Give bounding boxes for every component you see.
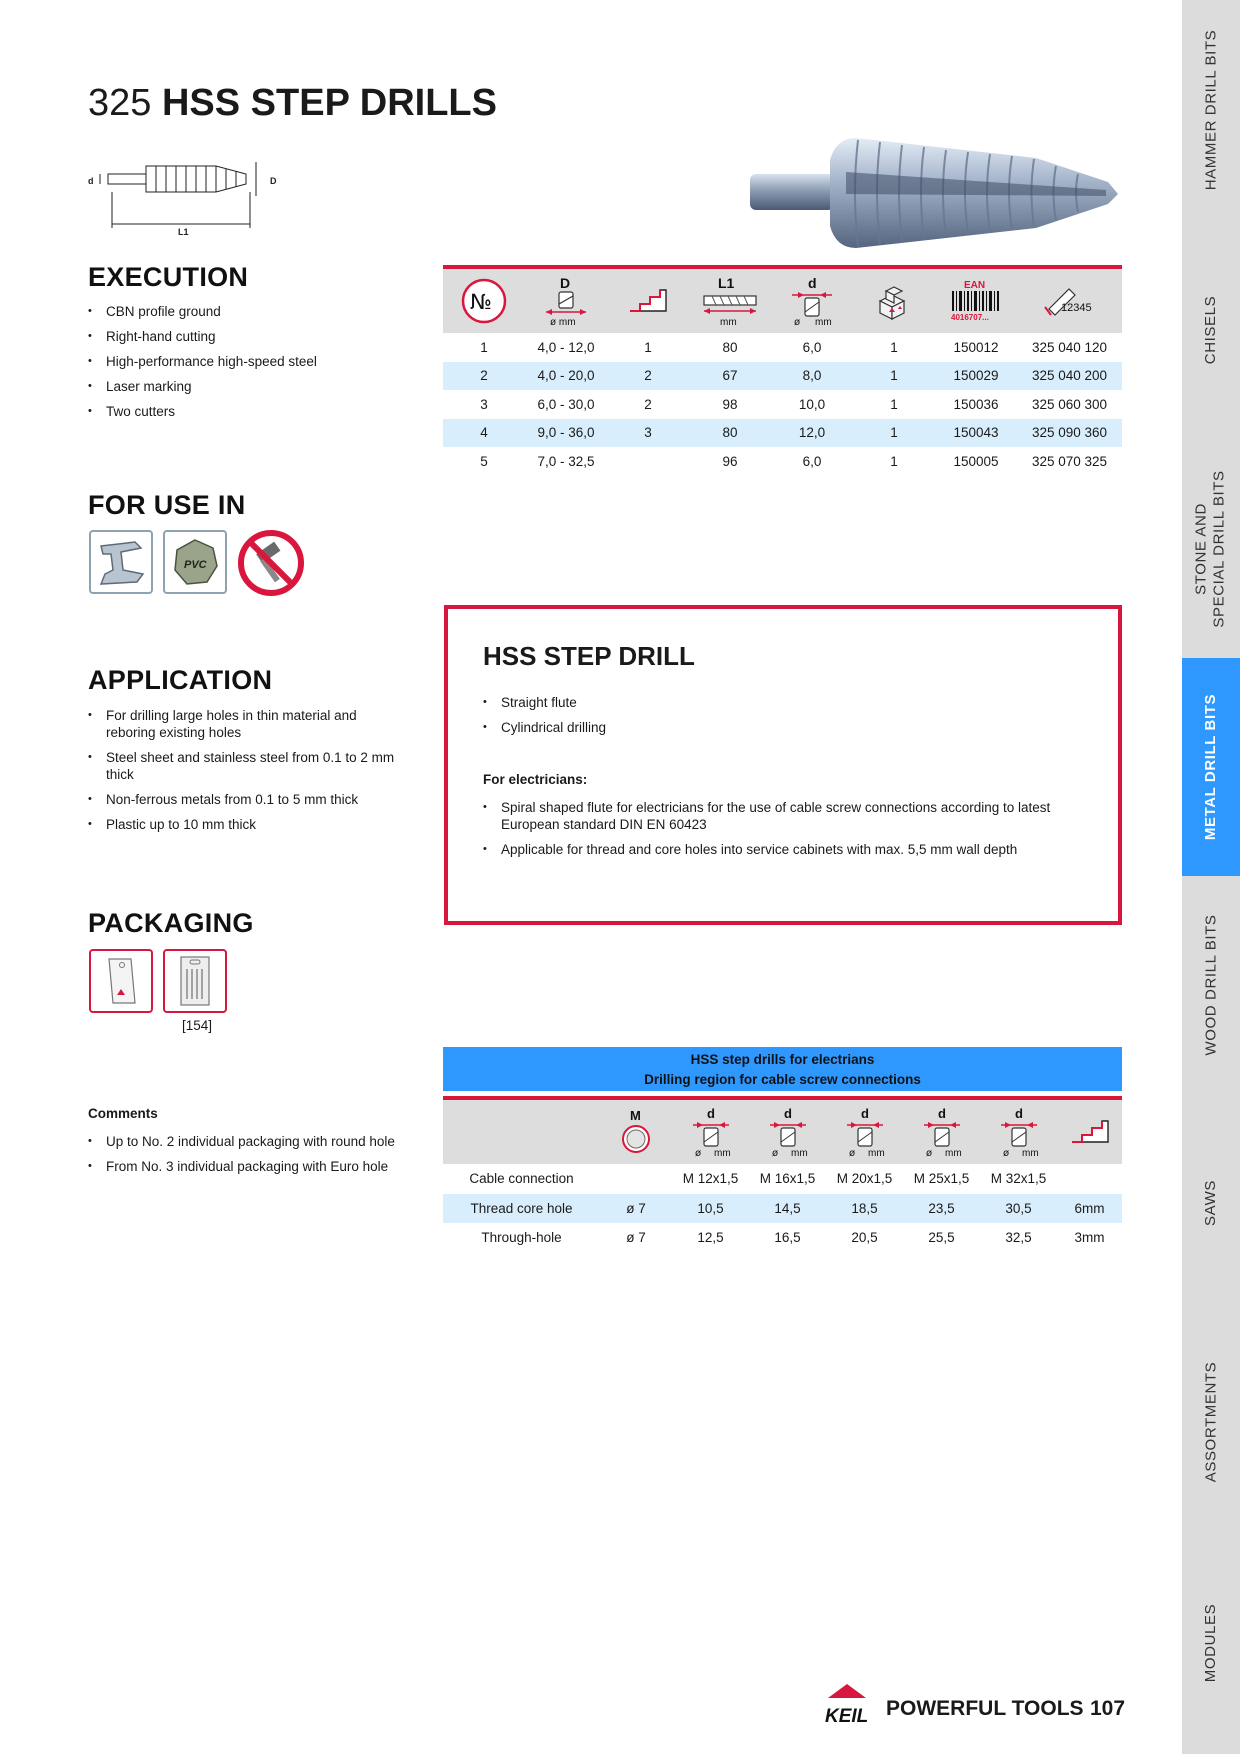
application-heading: APPLICATION <box>88 665 273 695</box>
cell-steps: 2 <box>607 362 689 391</box>
list-item: • Two cutters <box>88 403 408 420</box>
header-d-unit: ø <box>794 317 801 328</box>
info-box-title: HSS STEP DRILL <box>483 641 695 671</box>
cell-no: 2 <box>443 362 525 391</box>
cell-diameter-D: 6,0 - 30,0 <box>537 396 595 412</box>
table-row <box>443 362 1122 391</box>
cell-value: 18,5 <box>826 1194 903 1224</box>
electrician-table <box>443 1096 1122 1253</box>
comments-list <box>88 1133 418 1183</box>
sidebar-item-label: ASSORTMENTS <box>1202 1361 1220 1483</box>
banner-line-1: HSS step drills for electrians <box>690 1052 875 1067</box>
cell-value: 30,5 <box>980 1194 1057 1224</box>
list-item: • Non-ferrous metals from 0.1 to 5 mm thick <box>88 791 408 808</box>
footer <box>822 1680 1126 1730</box>
no-symbol: № <box>470 290 492 314</box>
header-d-unit-mm: mm <box>867 1148 885 1159</box>
cell-packaging-unit: 1 <box>853 362 935 391</box>
sidebar-item-wood-drill-bits[interactable] <box>1182 876 1240 1094</box>
sidebar-item-label: SPECIAL DRILL BITS <box>1211 470 1228 628</box>
list-item: • Plastic up to 10 mm thick <box>88 816 408 833</box>
info-box-subheading: For electricians: <box>483 772 588 787</box>
page-title <box>88 82 497 125</box>
cell-length-L1: 98 <box>722 396 738 412</box>
sidebar-item-label: HAMMER DRILL BITS <box>1202 29 1220 191</box>
cell-value: 20,5 <box>851 1230 878 1246</box>
list-item: • For drilling large holes in thin material and reboring existing holes <box>88 707 408 741</box>
cell-article-number: 325 040 200 <box>1017 362 1122 391</box>
table-row <box>443 447 1122 476</box>
sidebar-item-label: SAWS <box>1202 1179 1219 1227</box>
sidebar-item-chisels[interactable] <box>1182 220 1240 440</box>
table-header-row <box>443 1098 1122 1164</box>
list-item: • Laser marking <box>88 378 408 395</box>
product-table <box>443 265 1122 476</box>
sidebar-item-label-group <box>1193 470 1229 627</box>
list-item: • Right-hand cutting <box>88 328 408 345</box>
header-wall-depth <box>1057 1098 1122 1164</box>
title-text: HSS STEP DRILLS <box>161 82 497 124</box>
cell-row-label: Thread core hole <box>443 1194 600 1224</box>
header-article-label: 12345 <box>1060 302 1092 314</box>
cell-value: 10,5 <box>672 1194 749 1224</box>
table-row <box>443 1223 1122 1253</box>
header-D-unit: ø mm <box>550 317 576 328</box>
pvc-label: PVC <box>184 559 207 571</box>
header-d-unit: ø <box>694 1148 701 1159</box>
cell-steps: 3 <box>607 419 689 448</box>
cell-thread-M: ø 7 <box>600 1194 672 1224</box>
header-d-label: d <box>783 1106 792 1121</box>
steel-material-icon <box>89 530 153 594</box>
for-use-in-heading: FOR USE IN <box>88 490 246 520</box>
cell-diameter-d: 6,0 <box>802 339 822 355</box>
header-ean <box>935 267 1017 333</box>
cell-diameter-D: 7,0 - 32,5 <box>537 453 595 469</box>
cell-thread-M <box>600 1164 672 1194</box>
cell-value: M 12x1,5 <box>682 1171 739 1187</box>
sidebar-item-label: METAL DRILL BITS <box>1202 693 1220 841</box>
info-box-list <box>483 694 1093 744</box>
pvc-material-icon <box>163 530 227 594</box>
list-item: • Spiral shaped flute for electricians for the use of cable screw connections according to latest European standard DIN EN 60423 <box>483 799 1083 833</box>
keil-logo-icon <box>822 1682 872 1726</box>
cell-article-number: 325 090 360 <box>1017 419 1122 448</box>
footer-slogan: POWERFUL TOOLS <box>886 1697 1084 1720</box>
header-article-number <box>1017 267 1122 333</box>
cell-no: 1 <box>480 339 488 355</box>
no-hammer-icon <box>237 529 305 597</box>
header-diameter-d <box>672 1098 749 1164</box>
header-packaging-unit <box>853 267 935 333</box>
cell-packaging-unit: 1 <box>890 339 898 355</box>
cell-value: M 25x1,5 <box>913 1171 970 1187</box>
comments-heading: Comments <box>88 1106 158 1121</box>
diagram-label-D: D <box>270 176 277 186</box>
list-item: • High-performance high-speed steel <box>88 353 408 370</box>
header-diameter-d <box>749 1098 826 1164</box>
info-box-sublist <box>483 799 1083 866</box>
sidebar-item-label: STONE AND <box>1193 503 1210 595</box>
cell-value: 23,5 <box>903 1194 980 1224</box>
packaging-heading: PACKAGING <box>88 908 254 938</box>
round-hole-packaging-icon <box>89 949 153 1013</box>
header-M-label: M <box>630 1108 641 1123</box>
sidebar-item-label: MODULES <box>1202 1603 1220 1683</box>
diagram-label-L1: L1 <box>178 227 189 237</box>
cell-diameter-d: 8,0 <box>771 362 853 391</box>
header-diameter-d <box>903 1098 980 1164</box>
cell-packaging-unit: 1 <box>853 419 935 448</box>
cell-ean: 150029 <box>935 362 1017 391</box>
cell-ean: 150043 <box>935 419 1017 448</box>
cell-no: 5 <box>480 453 488 469</box>
cell-value: M 32x1,5 <box>990 1171 1047 1187</box>
cell-value: 16,5 <box>774 1230 801 1246</box>
header-steps <box>607 267 689 333</box>
header-ean-code: 4016707... <box>951 313 989 322</box>
header-diameter-d <box>771 267 853 333</box>
header-d-unit-mm: mm <box>713 1148 731 1159</box>
header-d-label: d <box>860 1106 869 1121</box>
cell-wall-depth <box>1057 1164 1122 1194</box>
list-item: • Up to No. 2 individual packaging with round hole <box>88 1133 418 1150</box>
step-drill-diagram <box>86 156 286 238</box>
electrician-table-banner <box>443 1047 1122 1091</box>
category-sidebar <box>1182 0 1240 1754</box>
step-drill-product-image <box>746 132 1120 254</box>
cell-row-label: Through-hole <box>481 1230 562 1246</box>
cell-steps: 2 <box>644 396 652 412</box>
header-d-unit: ø <box>848 1148 855 1159</box>
header-L1-unit: mm <box>720 317 737 328</box>
cell-value: M 16x1,5 <box>759 1171 816 1187</box>
sidebar-item-label: CHISELS <box>1202 295 1220 365</box>
header-ean-label: EAN <box>964 280 986 291</box>
logo-lettering: KEIL <box>825 1706 869 1726</box>
cell-value: 12,5 <box>697 1230 724 1246</box>
banner-line-2: Drilling region for cable screw connections <box>644 1072 921 1087</box>
list-item: • Straight flute <box>483 694 1093 711</box>
header-d-unit: ø <box>771 1148 778 1159</box>
header-L1-label: L1 <box>718 275 735 291</box>
header-length-L1 <box>689 267 771 333</box>
cell-ean: 150036 <box>953 396 999 412</box>
sidebar-item-metal-drill-bits[interactable] <box>1182 658 1240 876</box>
header-diameter-d <box>980 1098 1057 1164</box>
sidebar-item-hammer-drill-bits[interactable] <box>1182 0 1240 220</box>
cell-row-label: Cable connection <box>469 1171 574 1187</box>
sidebar-item-modules[interactable] <box>1182 1532 1240 1754</box>
list-item: • CBN profile ground <box>88 303 408 320</box>
cell-value: M 20x1,5 <box>836 1171 893 1187</box>
header-d-unit: ø <box>925 1148 932 1159</box>
info-box <box>444 605 1122 925</box>
cell-wall-depth: 3mm <box>1074 1230 1105 1246</box>
cell-diameter-D: 4,0 - 12,0 <box>537 339 595 355</box>
diagram-label-d: d <box>88 176 94 186</box>
sidebar-item-assortments[interactable] <box>1182 1312 1240 1532</box>
list-item: • Steel sheet and stainless steel from 0.1 to 2 mm thick <box>88 749 408 783</box>
packaging-reference: [154] <box>182 1018 213 1033</box>
application-list <box>88 707 408 841</box>
cell-ean: 150012 <box>953 339 999 355</box>
cell-packaging-unit: 1 <box>890 396 898 412</box>
cell-article-number: 325 070 325 <box>1031 453 1108 469</box>
cell-article-number: 325 060 300 <box>1031 396 1108 412</box>
cell-length-L1: 96 <box>722 453 738 469</box>
table-row <box>443 1164 1122 1194</box>
table-row <box>443 1194 1122 1224</box>
cell-length-L1: 80 <box>722 339 738 355</box>
header-d-label: d <box>937 1106 946 1121</box>
header-d-label: d <box>706 1106 715 1121</box>
list-item: • Applicable for thread and core holes into service cabinets with max. 5,5 mm wall depth <box>483 841 1083 858</box>
page-number: 107 <box>1090 1697 1126 1720</box>
list-item: • Cylindrical drilling <box>483 719 1093 736</box>
cell-length-L1: 67 <box>689 362 771 391</box>
cell-thread-M: ø 7 <box>626 1230 646 1246</box>
cell-length-L1: 80 <box>689 419 771 448</box>
header-d-unit-mm: mm <box>815 317 832 328</box>
cell-wall-depth: 6mm <box>1057 1194 1122 1224</box>
header-label-blank <box>443 1098 600 1164</box>
cell-ean: 150005 <box>953 453 999 469</box>
cell-value: 32,5 <box>1005 1230 1032 1246</box>
header-no <box>443 267 525 333</box>
execution-list <box>88 303 408 428</box>
table-row <box>443 390 1122 419</box>
cell-diameter-d: 10,0 <box>798 396 826 412</box>
cell-diameter-D: 9,0 - 36,0 <box>525 419 607 448</box>
cell-value: 14,5 <box>749 1194 826 1224</box>
euro-hole-packaging-icon <box>163 949 227 1013</box>
title-number: 325 <box>88 82 152 124</box>
header-diameter-D <box>525 267 607 333</box>
sidebar-item-label: WOOD DRILL BITS <box>1202 914 1219 1056</box>
header-d-label: d <box>808 275 817 291</box>
cell-packaging-unit: 1 <box>890 453 898 469</box>
cell-no: 3 <box>480 396 488 412</box>
cell-diameter-D: 4,0 - 20,0 <box>525 362 607 391</box>
execution-heading: EXECUTION <box>88 262 249 292</box>
header-diameter-d <box>826 1098 903 1164</box>
header-d-unit-mm: mm <box>790 1148 808 1159</box>
cell-steps <box>607 447 689 476</box>
table-row <box>443 333 1122 362</box>
cell-article-number: 325 040 120 <box>1031 339 1108 355</box>
list-item: • From No. 3 individual packaging with Euro hole <box>88 1158 418 1175</box>
sidebar-item-stone-special-drill-bits[interactable] <box>1182 440 1240 658</box>
table-header-row <box>443 267 1122 333</box>
cell-value: 25,5 <box>928 1230 955 1246</box>
cell-diameter-d: 12,0 <box>771 419 853 448</box>
header-D-label: D <box>560 275 571 291</box>
table-row <box>443 419 1122 448</box>
header-d-label: d <box>1014 1106 1023 1121</box>
header-d-unit-mm: mm <box>944 1148 962 1159</box>
cell-steps: 1 <box>644 339 652 355</box>
header-d-unit: ø <box>1002 1148 1009 1159</box>
header-d-unit-mm: mm <box>1021 1148 1039 1159</box>
cell-no: 4 <box>443 419 525 448</box>
cell-diameter-d: 6,0 <box>802 453 822 469</box>
sidebar-item-saws[interactable] <box>1182 1094 1240 1312</box>
header-thread-M <box>600 1098 672 1164</box>
